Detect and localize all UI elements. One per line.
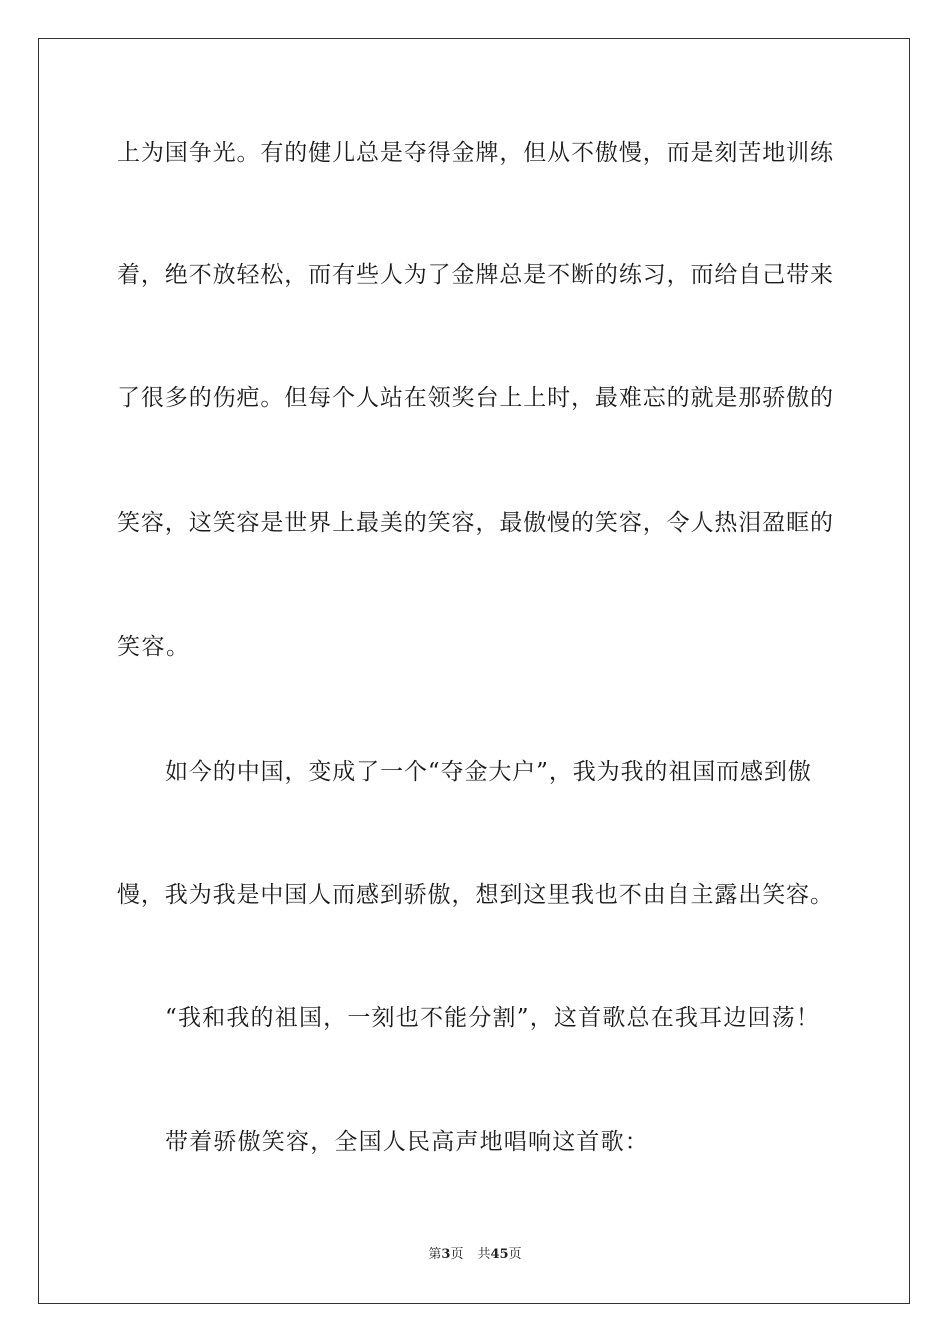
body-line-5: 笑容。 bbox=[117, 634, 191, 660]
paragraph-4-line-1: 带着骄傲笑容，全国人民高声地唱响这首歌： bbox=[165, 1129, 649, 1155]
footer-total-prefix: 共 bbox=[477, 1247, 491, 1262]
page-footer bbox=[0, 1246, 950, 1264]
body-line-3: 了很多的伤疤。但每个人站在领奖台上上时，最难忘的就是那骄傲的 bbox=[117, 385, 833, 411]
body-line-1: 上为国争光。有的健儿总是夺得金牌，但从不傲慢，而是刻苦地训练 bbox=[117, 140, 833, 166]
body-line-2: 着，绝不放轻松，而有些人为了金牌总是不断的练习，而给自己带来 bbox=[117, 262, 833, 288]
paragraph-2-line-2: 慢，我为我是中国人而感到骄傲，想到这里我也不由自主露出笑容。 bbox=[117, 882, 833, 908]
footer-page-suffix: 页 bbox=[450, 1247, 464, 1262]
paragraph-2-line-1: 如今的中国，变成了一个“夺金大户”，我为我的祖国而感到傲 bbox=[165, 759, 812, 785]
footer-page-prefix: 第 bbox=[428, 1247, 442, 1262]
paragraph-3-line-1: “我和我的祖国，一刻也不能分割”，这首歌总在我耳边回荡！ bbox=[165, 1005, 821, 1031]
page-border bbox=[38, 38, 910, 1304]
body-line-4: 笑容，这笑容是世界上最美的笑容，最傲慢的笑容，令人热泪盈眶的 bbox=[117, 510, 833, 536]
footer-page-number: 3 bbox=[441, 1247, 451, 1262]
footer-total-pages: 45 bbox=[490, 1247, 509, 1262]
footer-total-suffix: 页 bbox=[508, 1247, 522, 1262]
